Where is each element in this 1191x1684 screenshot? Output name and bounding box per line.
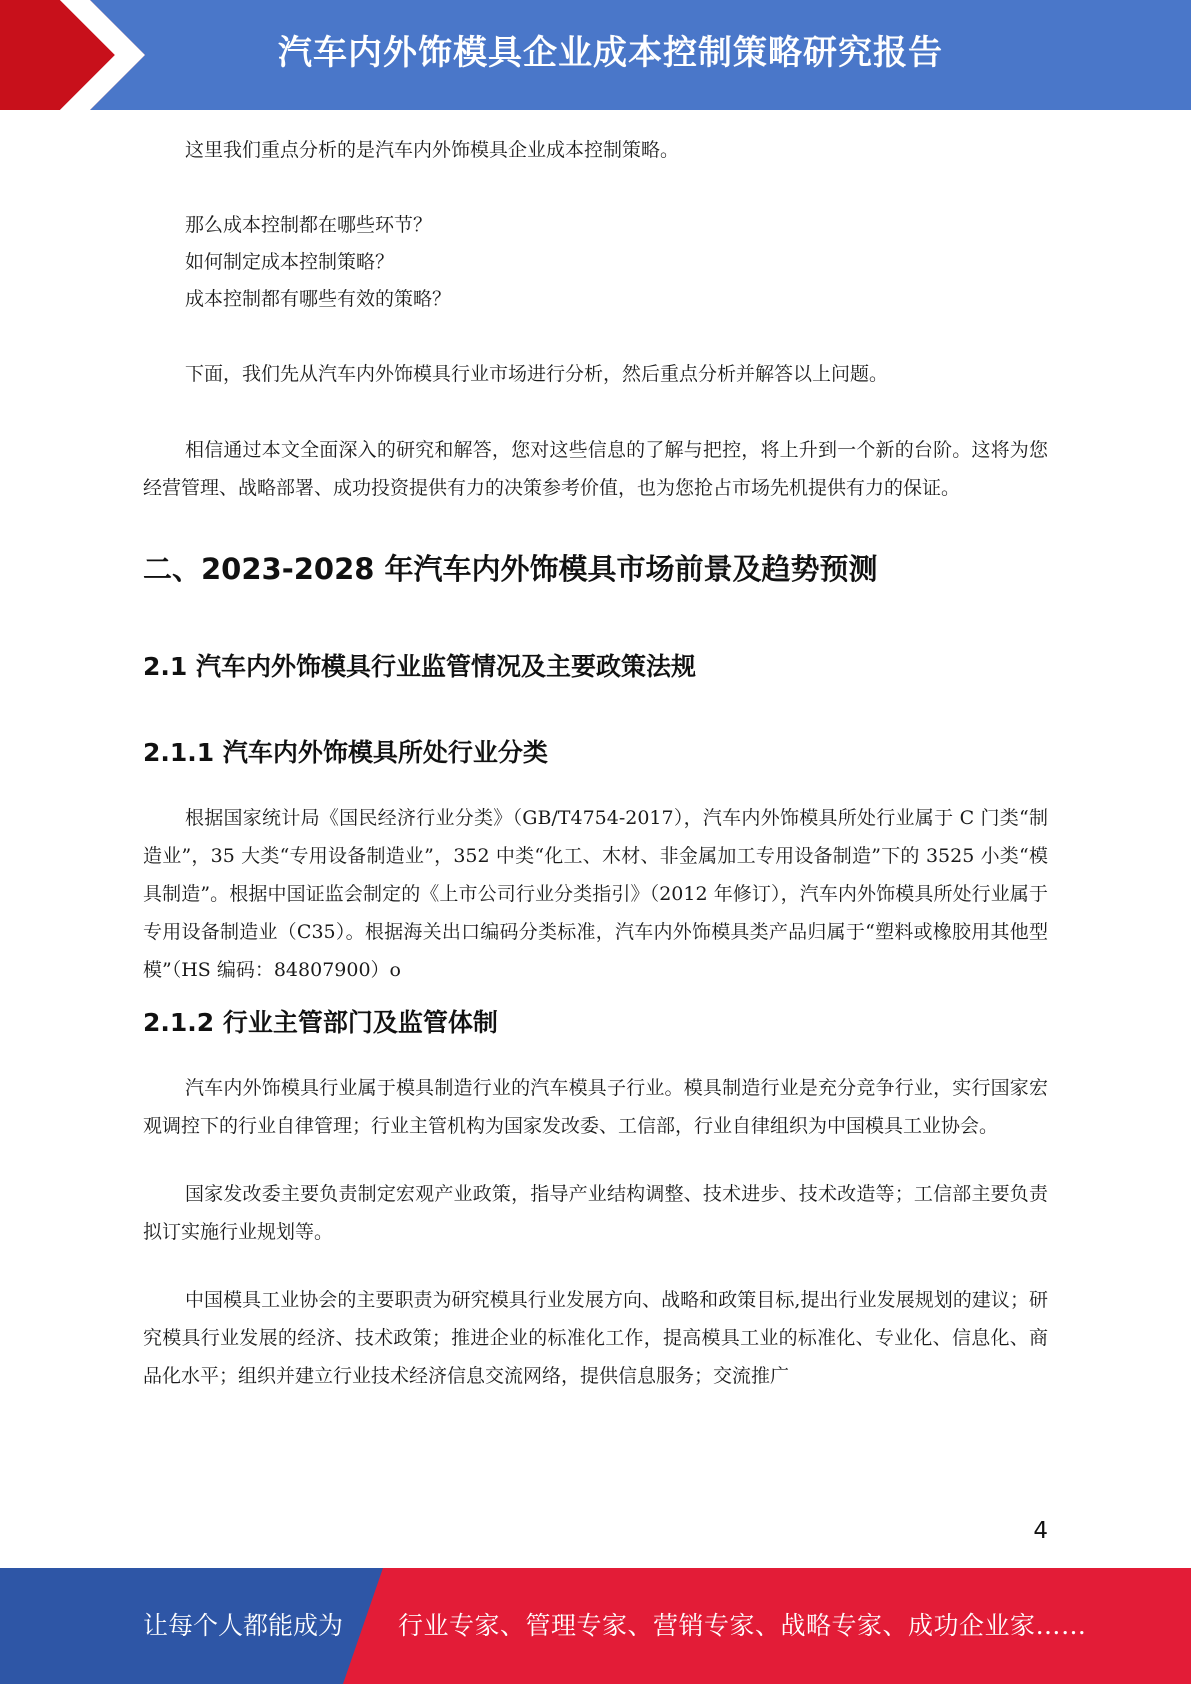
intro-paragraph: 下面，我们先从汽车内外饰模具行业市场进行分析，然后重点分析并解答以上问题。 [185, 363, 889, 385]
footer-slogan-right: 行业专家、管理专家、营销专家、战略专家、成功企业家…… [398, 1611, 1087, 1640]
intro-question: 如何制定成本控制策略？ [185, 251, 395, 273]
subsection-heading: 2.1.1 汽车内外饰模具所处行业分类 [143, 738, 548, 767]
body-paragraph: 国家发改委主要负责制定宏观产业政策，指导产业结构调整、技术进步、技术改造等；工信部主要负责拟订实施行业规划等。 [143, 1183, 1048, 1243]
section-heading: 二、2023-2028 年汽车内外饰模具市场前景及趋势预测 [143, 552, 878, 586]
subsection-heading: 2.1 汽车内外饰模具行业监管情况及主要政策法规 [143, 652, 696, 681]
footer-slogan-left: 让每个人都能成为 [143, 1611, 344, 1640]
header-banner [0, 0, 1191, 110]
intro-paragraph: 相信通过本文全面深入的研究和解答，您对这些信息的了解与把控，将上升到一个新的台阶。这将为您经营管理、战略部署、成功投资提供有力的决策参考价值，也为您抢占市场先机提供有力的保证。 [143, 439, 1048, 499]
intro-question: 成本控制都有哪些有效的策略？ [185, 288, 452, 310]
body-paragraph: 根据国家统计局《国民经济行业分类》（GB/T4754-2017），汽车内外饰模具所处行业属于 C 门类“制造业”，35 大类“专用设备制造业”，352 中类“化工、木材、非金属加工专用设备制造”下的 3525 小类“模具制造”。根据中国证监会制定的《上市公司行业分类指引》（2012 年修订），汽车内外饰模具所处行业属于专用设备制造业（C35）。根据海关出口编码分类标准，汽车内外饰模具类产品归属于“塑料或橡胶用其他型模”（HS 编码：84807900）o [143, 807, 1048, 981]
body-paragraph: 中国模具工业协会的主要职责为研究模具行业发展方向、战略和政策目标,提出行业发展规划的建议；研究模具行业发展的经济、技术政策；推进企业的标准化工作，提高模具工业的标准化、专业化、信息化、商品化水平；组织并建立行业技术经济信息交流网络，提供信息服务；交流推广 [143, 1289, 1048, 1387]
body-paragraph: 汽车内外饰模具行业属于模具制造行业的汽车模具子行业。模具制造行业是充分竞争行业，实行国家宏观调控下的行业自律管理；行业主管机构为国家发改委、工信部，行业自律组织为中国模具工业协会。 [143, 1077, 1048, 1137]
document-body [143, 132, 1048, 1395]
footer-banner [0, 1568, 1191, 1684]
report-title: 汽车内外饰模具企业成本控制策略研究报告 [278, 33, 943, 73]
subsection-heading: 2.1.2 行业主管部门及监管体制 [143, 1008, 498, 1037]
intro-paragraph: 这里我们重点分析的是汽车内外饰模具企业成本控制策略。 [185, 139, 680, 161]
page-number: 4 [1033, 1518, 1048, 1544]
intro-question: 那么成本控制都在哪些环节？ [185, 214, 433, 236]
header-arrow-decoration [0, 0, 200, 110]
